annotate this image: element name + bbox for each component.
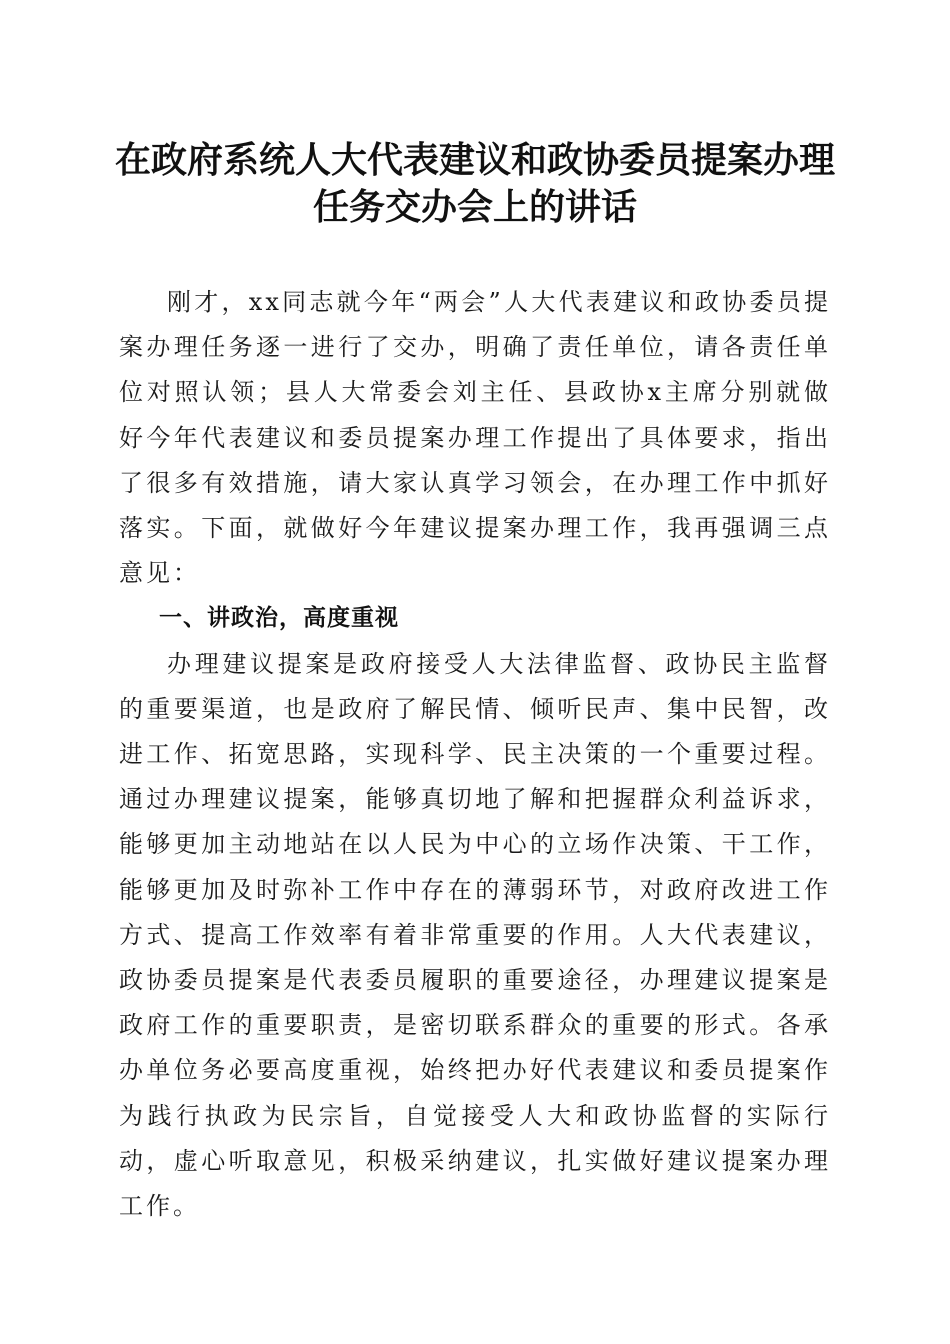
intro-paragraph: 刚才，xx同志就今年“两会”人大代表建议和政协委员提案办理任务逐一进行了交办，明确了责任单位，请各责任单位对照认领；县人大常委会刘主任、县政协x主席分别就做好今年代表建议和委员提案办理工作提出了具体要求，指出了很多有效措施，请大家认真学习领会，在办理工作中抓好落实。下面，就做好今年建议提案办理工作，我再强调三点意见： xyxy=(119,288,831,588)
section-1-heading: 一、讲政治，高度重视 xyxy=(159,605,399,632)
section-1-paragraph: 办理建议提案是政府接受人大法律监督、政协民主监督的重要渠道，也是政府了解民情、倾听民声、集中民智，改进工作、拓宽思路，实现科学、民主决策的一个重要过程。通过办理建议提案，能够真切地了解和把握群众利益诉求，能够更加主动地站在以人民为中心的立场作决策、干工作，能够更加及时弥补工作中存在的薄弱环节，对政府改进工作方式、提高工作效率有着非常重要的作用。人大代表建议，政协委员提案是代表委员履职的重要途径，办理建议提案是政府工作的重要职责，是密切联系群众的重要的形式。各承办单位务必要高度重视，始终把办好代表建议和委员提案作为践行执政为民宗旨，自觉接受人大和政协监督的实际行动，虚心听取意见，积极采纳建议，扎实做好建议提案办理工作。 xyxy=(119,649,831,1221)
document-title-line-1: 在政府系统人大代表建议和政协委员提案办理 xyxy=(114,139,835,181)
document-body xyxy=(119,280,831,1229)
document-title-line-2: 任务交办会上的讲话 xyxy=(312,186,637,228)
